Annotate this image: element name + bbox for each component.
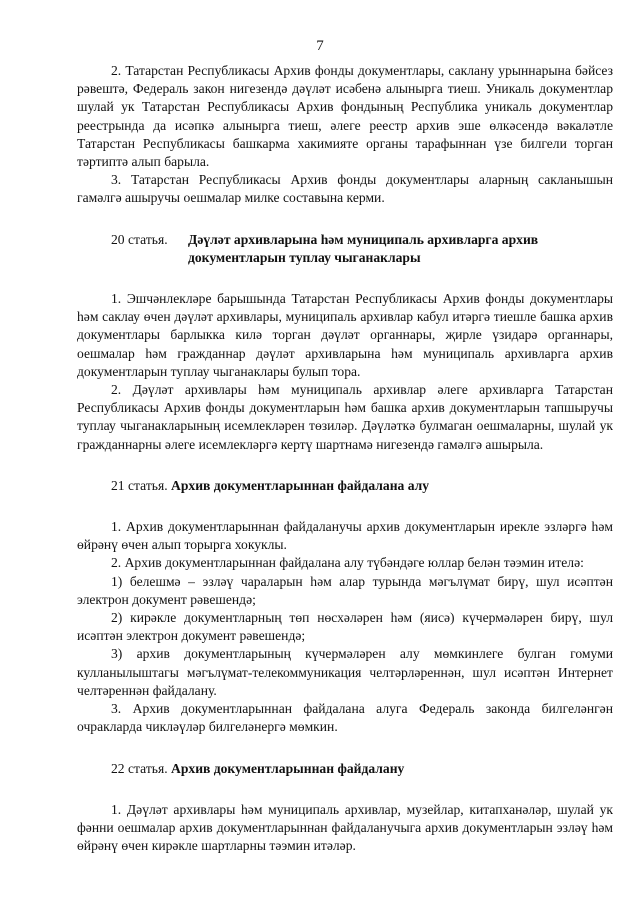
article-number: 21 статья. [111,477,168,493]
document-body [77,62,613,855]
paragraph: 1. Эшчәнлекләре барышында Татарстан Республикасы Архив фонды документлары һәм саклау өчен дәүләт архивлары, муниципаль архивлар кабул итәргә тиешле башка архив документлары барлыкка килә торган дәүләт органнары, җирле үзидарә органнары, оешмалар һәм гражданнар дәүләт архивларына һәм муниципаль архивларга архив документларын туплау чыганаклары булып тора. [77,291,613,379]
article-title-line-2: документларын туплау чыганаклары [188,249,421,265]
spacer [77,737,613,760]
paragraph: 2. Татарстан Республикасы Архив фонды документлары, саклану урыннарына бәйсез рәвештә, Федераль закон нигезендә дәүләт исәбенә алынырга тиеш. Уникаль документлар шулай ук Татарстан Республикасы Архив фондының Республика уникаль документлар реестрында да исәпкә алынырга тиеш, әлеге реестр архив эше өлкәсендә вәкаләтле Татарстан Республикасы башкарма хакимияте органы тарафыннан үзе билгели торган тәртиптә алып барыла. [77,63,613,170]
page-number: 7 [316,38,324,54]
paragraph: 1. Архив документларыннан файдаланучы архив документларын ирекле эзләргә һәм өйрәнү өчен алып торырга хокуклы. [77,519,613,553]
paragraph: 2. Архив документларыннан файдалана алу түбәндәге юллар белән тәэмин ителә: [111,555,584,571]
spacer [77,267,613,290]
article-title-line-1: Дәүләт архивларына һәм муниципаль архивларга архив [188,231,539,247]
spacer [77,454,613,477]
paragraph: 1) белешмә – эзләү чараларын һәм алар турында мәгълүмат бирү, шул исәптән электрон документ рәвешендә; [77,573,613,607]
paragraph: 2. Дәүләт архивлары һәм муниципаль архивлар әлеге архивларга Татарстан Республикасы Архив фонды документларын һәм башка архив документларын тапшыручы туплау чыганакларының исемлекләрен төзиләр. Дәүләткә булмаган оешмаларны, шулай ук гражданнарны әлеге исемлекләргә кертү шартнамә нигезендә гамәлгә ашырыла. [77,382,613,452]
paragraph: 3. Архив документларыннан файдалана алуга Федераль законда билгеләнгән очракларда чикләүләр билгеләнергә мөмкин. [77,701,613,735]
article-title: Архив документларыннан файдалана алу [171,477,430,493]
spacer [77,208,613,231]
spacer [77,495,613,518]
paragraph: 2) кирәкле документларның төп нөсхәләрен һәм (яисә) күчермәләрен бирү, шул исәптән электрон документ рәвешендә; [77,610,613,644]
paragraph: 3) архив документларының күчермәләрен алу мөмкинлеге булган гомуми кулланылыштагы мәгълүмат-телекоммуникация челтәрләреннән, шул исәптән Интернет челтәреннән файдалану. [77,646,613,698]
article-heading [77,231,613,267]
article-title [188,231,608,267]
article-heading [77,760,613,778]
article-number: 20 статья. [111,231,168,247]
article-heading [77,477,613,495]
article-number: 22 статья. [111,760,168,776]
paragraph: 3. Татарстан Республикасы Архив фонды документлары аларның сакланышын гамәлгә ашыручы оешмалар милке составына керми. [77,172,613,206]
spacer [77,778,613,801]
article-title: Архив документларыннан файдалану [171,760,405,776]
paragraph: 1. Дәүләт архивлары һәм муниципаль архивлар, музейлар, китапханәләр, шулай ук фәнни оешмалар архив документларыннан файдаланучыга архив документларын эзләү һәм өйрәнү өчен кирәкле шартларны тәэмин итәләр. [77,801,613,854]
